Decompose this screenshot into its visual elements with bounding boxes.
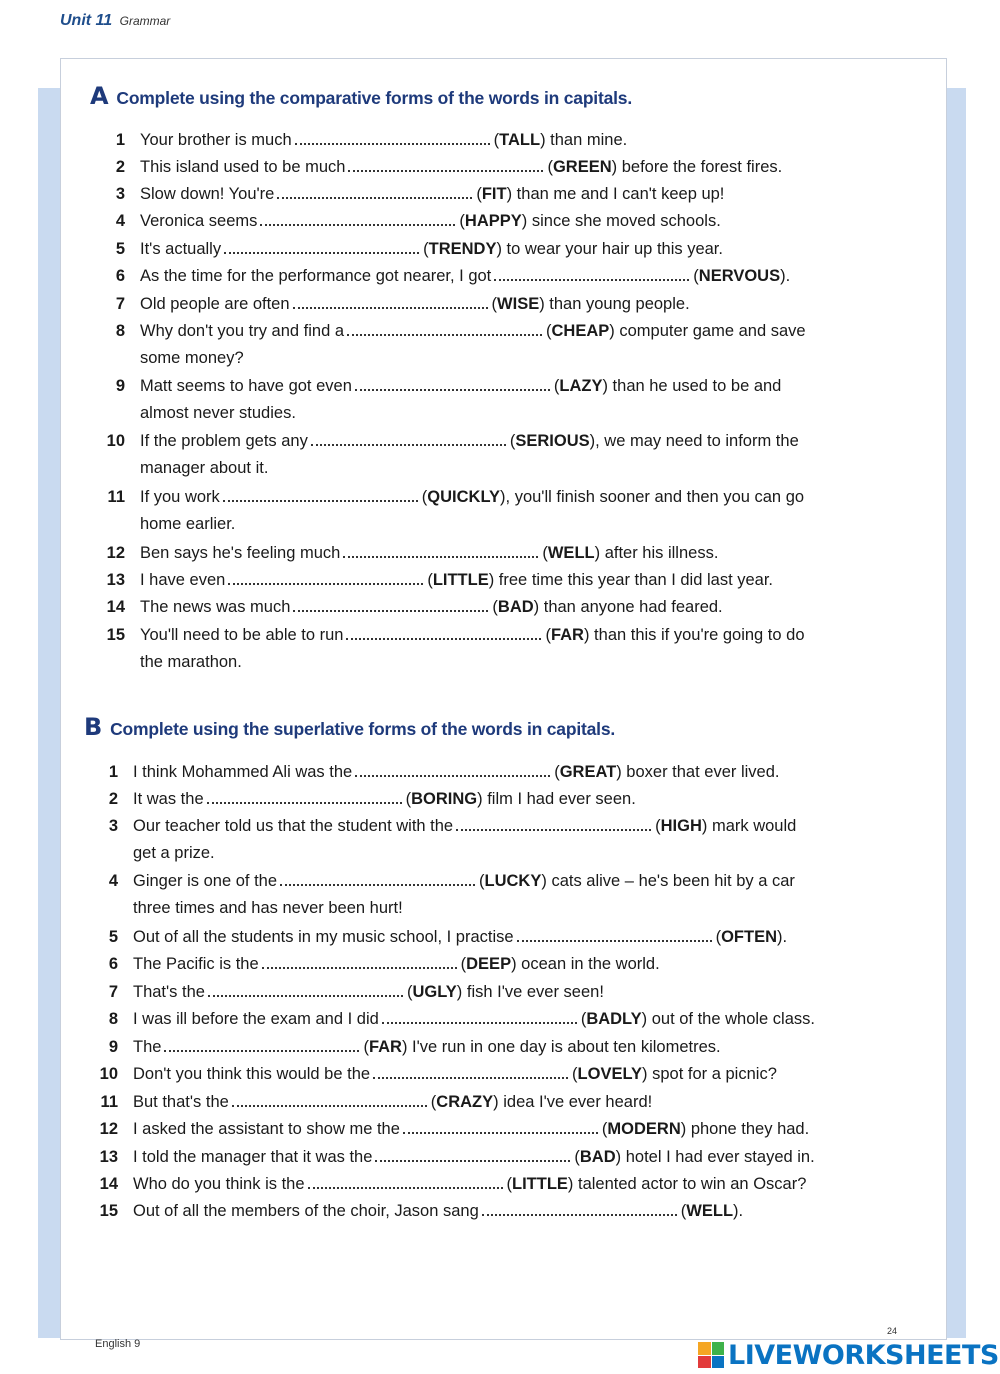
- answer-blank[interactable]: [223, 490, 418, 502]
- item-text-after: since she moved schools.: [527, 212, 721, 230]
- answer-blank[interactable]: [260, 214, 455, 226]
- answer-blank[interactable]: [277, 187, 472, 199]
- item-text-before: It's actually: [140, 240, 222, 258]
- capital-word: (MODERN): [601, 1120, 687, 1138]
- item-text: [133, 786, 863, 813]
- item-text-after: to wear your hair up this year.: [501, 240, 723, 258]
- item-text-before: Ben says he's feeling much: [140, 544, 341, 562]
- item-number: 15: [99, 1202, 118, 1220]
- item-text: [133, 1006, 863, 1033]
- item-text: [133, 1116, 863, 1143]
- answer-blank[interactable]: [494, 269, 689, 281]
- item-text-after: I've run in one day is about ten kilometres.: [407, 1038, 721, 1056]
- item-number: 8: [108, 1010, 118, 1028]
- item-text-after: idea I've ever heard!: [498, 1093, 653, 1111]
- capital-word: (HAPPY): [459, 212, 528, 230]
- item-text-after: than mine.: [545, 131, 628, 149]
- item-text: [133, 924, 863, 951]
- item-text: [133, 1198, 863, 1225]
- answer-blank[interactable]: [164, 1040, 359, 1052]
- answer-blank[interactable]: [228, 573, 423, 585]
- capital-word: (SERIOUS): [509, 432, 596, 450]
- item-text-before: Matt seems to have got even: [140, 377, 352, 395]
- capital-word: (WELL): [542, 544, 601, 562]
- item-text-before: I asked the assistant to show me the: [133, 1120, 400, 1138]
- unit-section-label: Grammar: [119, 14, 171, 28]
- item-text-continued: get a prize.: [133, 844, 215, 862]
- capital-word: (LOVELY): [572, 1065, 648, 1083]
- item-text-before: I think Mohammed Ali was the: [133, 763, 353, 781]
- item-text: [140, 291, 870, 318]
- answer-blank[interactable]: [355, 765, 550, 777]
- item-text-before: If you work: [140, 488, 220, 506]
- answer-blank[interactable]: [382, 1012, 577, 1024]
- item-text-before: Don't you think this would be the: [133, 1065, 371, 1083]
- item-text: [133, 1061, 863, 1088]
- capital-word: (TRENDY): [423, 240, 502, 258]
- item-text-after: after his illness.: [600, 544, 719, 562]
- item-text-continued: three times and has never been hurt!: [133, 899, 403, 917]
- item-text-before: Our teacher told us that the student with the: [133, 817, 454, 835]
- item-number: 6: [108, 955, 118, 973]
- capital-word: (LITTLE): [506, 1175, 574, 1193]
- capital-word: (LAZY): [553, 377, 608, 395]
- item-text-before: I told the manager that it was the: [133, 1148, 373, 1166]
- item-text-after: , you'll finish sooner and then you can go: [505, 488, 805, 506]
- answer-blank[interactable]: [346, 628, 541, 640]
- unit-header: [60, 12, 170, 30]
- item-text-after: than me and I can't keep up!: [512, 185, 725, 203]
- section-a-heading: [90, 82, 632, 110]
- item-text-after: film I had ever seen.: [482, 790, 636, 808]
- item-number: 6: [115, 267, 125, 285]
- item-text: [140, 154, 870, 181]
- item-text-after: .: [782, 928, 788, 946]
- item-text: [133, 951, 863, 978]
- capital-word: (QUICKLY): [421, 488, 506, 506]
- item-text-before: This island used to be much: [140, 158, 346, 176]
- item-text-before: The news was much: [140, 598, 291, 616]
- item-number: 7: [108, 983, 118, 1001]
- item-text: [133, 1089, 863, 1116]
- capital-word: (FIT): [476, 185, 513, 203]
- item-number: 14: [99, 1175, 118, 1193]
- item-number: 1: [115, 131, 125, 149]
- item-text-before: Ginger is one of the: [133, 872, 278, 890]
- item-text-after: , we may need to inform the: [595, 432, 799, 450]
- answer-blank[interactable]: [208, 985, 403, 997]
- item-text-before: I was ill before the exam and I did: [133, 1010, 379, 1028]
- item-text-before: Out of all the students in my music school, I practise: [133, 928, 514, 946]
- item-number: 11: [100, 1093, 118, 1111]
- item-text-after: phone they had.: [686, 1120, 810, 1138]
- answer-blank[interactable]: [280, 874, 475, 886]
- item-number: 3: [108, 817, 118, 835]
- item-text: [140, 236, 870, 263]
- answer-blank[interactable]: [347, 324, 542, 336]
- item-text-before: Veronica seems: [140, 212, 258, 230]
- answer-blank[interactable]: [517, 930, 712, 942]
- item-text-continued: some money?: [140, 349, 244, 367]
- item-text-before: Your brother is much: [140, 131, 292, 149]
- capital-word: (BADLY): [580, 1010, 648, 1028]
- item-number: 7: [115, 295, 125, 313]
- item-text-after: cats alive – he's been hit by a car: [546, 872, 795, 890]
- item-text: [140, 567, 870, 594]
- answer-blank[interactable]: [207, 792, 402, 804]
- item-text: [140, 373, 870, 427]
- item-text: [133, 979, 863, 1006]
- item-text-after: spot for a picnic?: [647, 1065, 777, 1083]
- capital-word: (BAD): [492, 598, 540, 616]
- item-text: [133, 868, 863, 922]
- footer-book-name: English 9: [95, 1338, 141, 1350]
- capital-word: (FAR): [363, 1038, 408, 1056]
- answer-blank[interactable]: [348, 160, 543, 172]
- item-text: [140, 263, 870, 290]
- item-text-after: before the forest fires.: [617, 158, 783, 176]
- liveworksheets-icon: [698, 1342, 724, 1368]
- item-text-before: As the time for the performance got nearer, I got: [140, 267, 492, 285]
- item-text-after: than young people.: [544, 295, 690, 313]
- answer-blank[interactable]: [308, 1177, 503, 1189]
- item-text-after: computer game and save: [614, 322, 806, 340]
- capital-word: (LITTLE): [427, 571, 495, 589]
- item-text: [140, 594, 870, 621]
- item-text-before: But that's the: [133, 1093, 229, 1111]
- item-number: 5: [108, 928, 118, 946]
- section-b-letter: B: [84, 713, 103, 741]
- capital-word: (DEEP): [460, 955, 517, 973]
- item-text: [133, 759, 863, 786]
- answer-blank[interactable]: [456, 819, 651, 831]
- item-number: 2: [108, 790, 118, 808]
- item-text-continued: the marathon.: [140, 653, 242, 671]
- item-text-before: Why don't you try and find a: [140, 322, 345, 340]
- item-text-after: than this if you're going to do: [589, 626, 805, 644]
- item-number: 5: [115, 240, 125, 258]
- answer-blank[interactable]: [375, 1150, 570, 1162]
- answer-blank[interactable]: [373, 1067, 568, 1079]
- item-text-continued: almost never studies.: [140, 404, 296, 422]
- capital-word: (NERVOUS): [693, 267, 786, 285]
- item-text-continued: manager about it.: [140, 459, 269, 477]
- item-number: 15: [106, 626, 125, 644]
- item-text-before: The Pacific is the: [133, 955, 259, 973]
- item-number: 11: [107, 488, 125, 506]
- item-text: [140, 208, 870, 235]
- item-number: 13: [99, 1148, 118, 1166]
- item-text-before: Who do you think is the: [133, 1175, 305, 1193]
- item-text-before: If the problem gets any: [140, 432, 308, 450]
- capital-word: (OFTEN): [715, 928, 783, 946]
- item-text-after: ocean in the world.: [516, 955, 660, 973]
- answer-blank[interactable]: [224, 242, 419, 254]
- answer-blank[interactable]: [295, 133, 490, 145]
- item-number: 1: [108, 763, 118, 781]
- item-number: 10: [99, 1065, 118, 1083]
- item-text: [133, 813, 863, 867]
- capital-word: (LUCKY): [479, 872, 547, 890]
- capital-word: (GREAT): [554, 763, 622, 781]
- item-number: 10: [106, 432, 125, 450]
- answer-blank[interactable]: [293, 297, 488, 309]
- item-text-after: than he used to be and: [607, 377, 782, 395]
- unit-label: Unit 11: [60, 12, 113, 29]
- item-text-after: fish I've ever seen!: [462, 983, 604, 1001]
- answer-blank[interactable]: [311, 434, 506, 446]
- item-text-after: hotel I had ever stayed in.: [621, 1148, 815, 1166]
- liveworksheets-logo: [698, 1340, 999, 1370]
- capital-word: (WELL): [680, 1202, 739, 1220]
- item-text: [140, 318, 870, 372]
- item-text-after: free time this year than I did last year.: [494, 571, 774, 589]
- item-text: [140, 540, 870, 567]
- item-number: 4: [108, 872, 118, 890]
- capital-word: (BORING): [405, 790, 483, 808]
- item-text-continued: home earlier.: [140, 515, 236, 533]
- section-b-instruction: Complete using the superlative forms of the words in capitals.: [110, 719, 616, 739]
- answer-blank[interactable]: [232, 1095, 427, 1107]
- answer-blank[interactable]: [482, 1204, 677, 1216]
- page-number: 24: [887, 1326, 898, 1336]
- capital-word: (TALL): [493, 131, 546, 149]
- item-number: 8: [115, 322, 125, 340]
- item-text-after: than anyone had feared.: [539, 598, 723, 616]
- item-text: [140, 484, 870, 538]
- item-text: [133, 1034, 863, 1061]
- item-text-before: It was the: [133, 790, 204, 808]
- item-text: [140, 622, 870, 676]
- item-text-after: mark would: [707, 817, 797, 835]
- liveworksheets-brand: LIVEWORKSHEETS: [728, 1339, 999, 1371]
- item-number: 3: [115, 185, 125, 203]
- section-b-heading: [84, 713, 615, 741]
- item-number: 14: [106, 598, 125, 616]
- capital-word: (CHEAP): [546, 322, 615, 340]
- item-text-before: I have even: [140, 571, 226, 589]
- item-number: 2: [115, 158, 125, 176]
- capital-word: (CRAZY): [430, 1093, 499, 1111]
- item-text: [140, 127, 870, 154]
- section-a-instruction: Complete using the comparative forms of the words in capitals.: [116, 88, 632, 108]
- section-a-letter: A: [90, 82, 109, 110]
- item-text-after: boxer that ever lived.: [621, 763, 780, 781]
- item-text-after: .: [738, 1202, 744, 1220]
- item-text-after: out of the whole class.: [647, 1010, 815, 1028]
- capital-word: (FAR): [545, 626, 590, 644]
- item-number: 4: [115, 212, 125, 230]
- item-text-after: .: [785, 267, 791, 285]
- item-number: 12: [106, 544, 125, 562]
- item-text-before: Out of all the members of the choir, Jason sang: [133, 1202, 479, 1220]
- capital-word: (UGLY): [406, 983, 463, 1001]
- capital-word: (GREEN): [547, 158, 618, 176]
- answer-blank[interactable]: [355, 379, 550, 391]
- capital-word: (WISE): [491, 295, 545, 313]
- item-text: [140, 181, 870, 208]
- item-number: 13: [106, 571, 125, 589]
- answer-blank[interactable]: [343, 546, 538, 558]
- item-text: [140, 428, 870, 482]
- capital-word: (HIGH): [655, 817, 708, 835]
- answer-blank[interactable]: [403, 1122, 598, 1134]
- answer-blank[interactable]: [293, 600, 488, 612]
- item-text-after: talented actor to win an Oscar?: [573, 1175, 807, 1193]
- item-text-before: Old people are often: [140, 295, 290, 313]
- item-text-before: That's the: [133, 983, 205, 1001]
- capital-word: (BAD): [574, 1148, 622, 1166]
- item-text: [133, 1171, 863, 1198]
- item-number: 12: [99, 1120, 118, 1138]
- item-text: [133, 1144, 863, 1171]
- item-text-before: Slow down! You're: [140, 185, 275, 203]
- answer-blank[interactable]: [262, 957, 457, 969]
- item-text-before: You'll need to be able to run: [140, 626, 344, 644]
- item-text-before: The: [133, 1038, 162, 1056]
- item-number: 9: [108, 1038, 118, 1056]
- item-number: 9: [115, 377, 125, 395]
